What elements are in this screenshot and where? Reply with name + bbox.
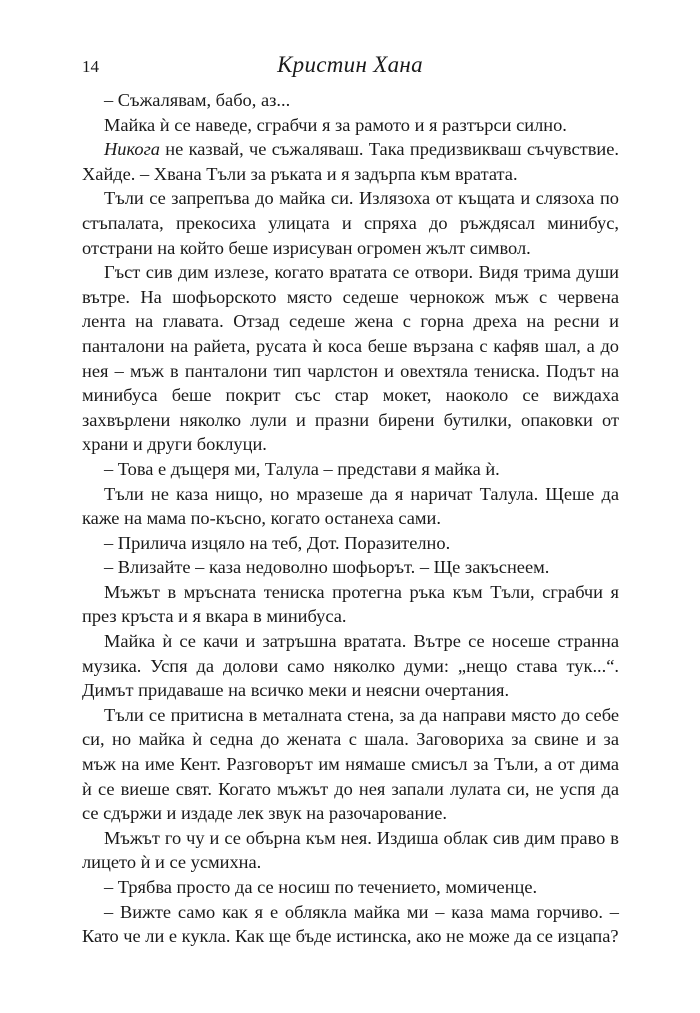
paragraph: Тъли не каза нищо, но мразеше да я наричат Талула. Щеше да каже на мама по-късно, когато останеха сами.: [82, 483, 619, 529]
paragraph: Мъжът в мръсната тениска протегна ръка към Тъли, сграбчи я през кръста и я вкара в минибуса.: [82, 581, 619, 627]
paragraph: – Прилича изцяло на теб, Дот. Поразително.: [104, 532, 451, 553]
body-text: [82, 88, 619, 949]
paragraph: – Трябва просто да се носиш по течението, момиченце.: [104, 877, 538, 897]
paragraph-text: не казвай, че съжаляваш. Така предизвикваш съчувствие. Хайде. – Хвана Тъли за ръката и я задърпа към вратата.: [82, 139, 619, 184]
emphasis-word: Никога: [104, 139, 160, 160]
paragraph: – Това е дъщеря ми, Талула – представи я майка ѝ.: [104, 458, 500, 479]
running-title: Кристин Хана: [277, 52, 423, 77]
paragraph: Тъли се запрепъва до майка си. Излязоха от къщата и слязоха по стъпалата, прекосиха улицата и спряха до ръждясал минибус, отстрани на който беше изрисуван огромен жълт символ.: [82, 188, 619, 258]
paragraph: Мъжът го чу и се обърна към нея. Издиша облак сив дим право в лицето ѝ и се усмихна.: [82, 827, 619, 873]
paragraph: Майка ѝ се качи и затръшна вратата. Вътре се носеше странна музика. Успя да долови само няколко думи: „нещо става тук...“. Димът придаваше на всичко меки и неясни очертания.: [82, 631, 619, 701]
page-header: [82, 50, 618, 84]
paragraph: – Влизайте – каза недоволно шофьорът. – Ще закъснеем.: [104, 557, 550, 578]
paragraph: Майка ѝ се наведе, сграбчи я за рамото и я разтърси силно.: [104, 114, 567, 135]
paragraph: – Съжалявам, бабо, аз...: [104, 90, 291, 110]
paragraph: – Вижте само как я е облякла майка ми – каза мама горчиво. – Като че ли е кукла. Как ще бъде истинска, ако не може да се изцапа?: [82, 901, 619, 947]
paragraph: Тъли се притисна в металната стена, за да направи място до себе си, но майка ѝ седна до жената с шала. Заговориха за свине и за мъж на име Кент. Разговорът им нямаше смисъл за Тъли, а от дима ѝ се виеше свят. Когато мъжът до нея запали лулата си, не успя да се сдържи и издаде лек звук на разочарование.: [82, 704, 619, 824]
paragraph: Гъст сив дим излезе, когато вратата се отвори. Видя трима души вътре. На шофьорското място седеше чернокож мъж с червена лента на главата. Отзад седеше жена с горна дреха на ресни и панталони на райета, русата ѝ коса беше вързана с кафяв шал, а до нея – мъж в панталони тип чарлстон и овехтяла тениска. Подът на минибуса беше покрит със стар мокет, наоколо се виждаха захвърлени няколко лули и празни бирени бутилки, опаковки от храни и други боклуци.: [82, 262, 619, 455]
paragraph: [82, 137, 619, 186]
page-number: 14: [82, 57, 99, 76]
